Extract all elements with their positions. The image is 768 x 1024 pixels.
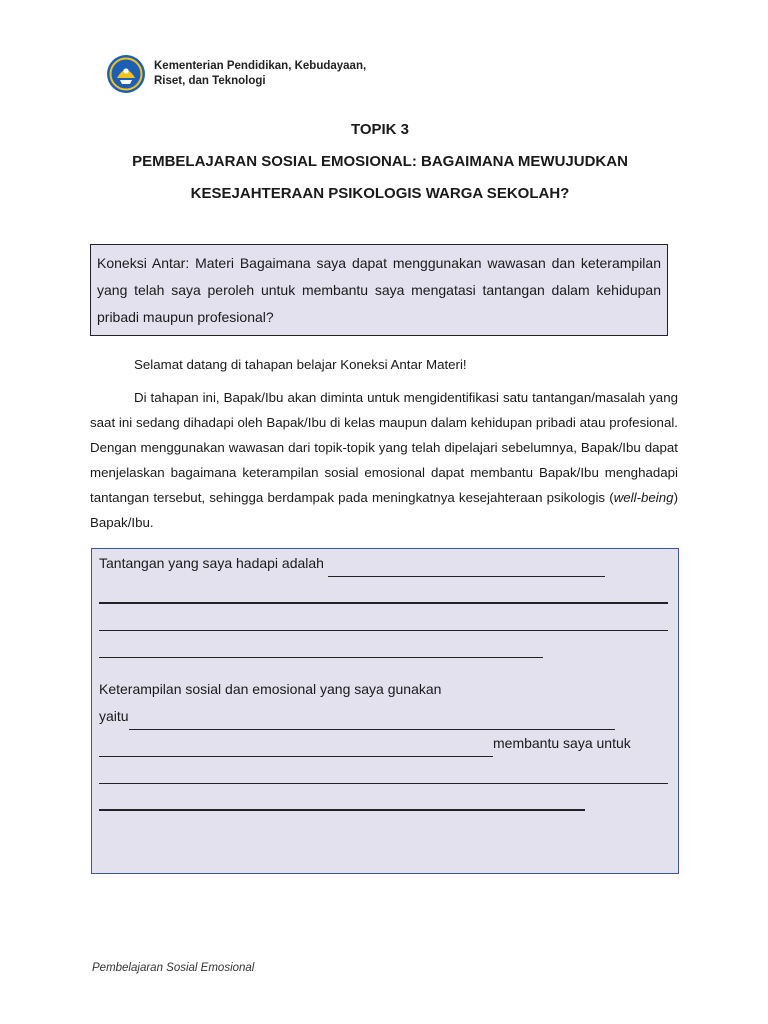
instruction-text: Di tahapan ini, Bapak/Ibu akan diminta untuk mengidentifikasi satu tantangan/masalah yang saat ini sedang dihadapi oleh Bapak/Ibu di kelas maupun dalam kehidupan pribadi atau profesional. Dengan menggunakan wawasan dari topik-topik yang telah dipelajari sebelumnya, Bapak/Ibu dapat menjelaskan bagaimana keterampilan sosial emosional dapat membantu Bapak/Ibu menghadapi tantangan tersebut, sehingga berdampak pada meningkatnya kesejahteraan psikologis (	[90, 390, 678, 505]
challenge-answer-blank[interactable]	[328, 558, 605, 577]
ministry-line-2: Riset, dan Teknologi	[154, 75, 266, 87]
instruction-paragraph	[90, 385, 678, 535]
challenge-label: Tantangan yang saya hadapi adalah	[99, 555, 324, 571]
page-title	[80, 120, 680, 210]
yaitu-label: yaitu	[99, 708, 129, 724]
purpose-answer-line[interactable]	[99, 765, 668, 784]
answer-line-row	[99, 757, 668, 784]
topic-number: TOPIK 3	[350, 121, 410, 138]
title-line-2: KESEJAHTERAAN PSIKOLOGIS WARGA SEKOLAH?	[190, 185, 570, 202]
purpose-answer-line[interactable]	[99, 791, 585, 811]
yaitu-row	[99, 703, 668, 730]
answer-line-row	[99, 577, 668, 604]
helps-row	[99, 730, 668, 757]
page-footer: Pembelajaran Sosial Emosional	[92, 962, 255, 974]
spacer	[99, 658, 668, 676]
tut-wuri-handayani-logo-icon	[106, 54, 146, 94]
skills-label: Keterampilan sosial dan emosional yang saya gunakan	[99, 681, 442, 697]
challenge-answer-line[interactable]	[99, 612, 668, 631]
helps-label: membantu saya untuk	[493, 735, 631, 751]
skills-answer-line[interactable]	[99, 738, 493, 757]
welcome-paragraph: Selamat datang di tahapan belajar Koneksi Antar Materi!	[134, 357, 467, 372]
answer-line-row	[99, 784, 668, 811]
answer-line-row	[99, 604, 668, 631]
wellbeing-term: well-being	[613, 490, 674, 505]
header	[106, 54, 366, 94]
instructions	[90, 352, 678, 535]
ministry-line-1: Kementerian Pendidikan, Kebudayaan,	[154, 60, 367, 72]
title-line-1: PEMBELAJARAN SOSIAL EMOSIONAL: BAGAIMANA MEWUJUDKAN	[132, 153, 628, 170]
ministry-name	[154, 59, 366, 89]
challenge-row	[99, 550, 668, 577]
answer-line-row	[99, 631, 668, 658]
challenge-answer-line[interactable]	[99, 639, 543, 658]
instruction-text-end: ) Bapak/Ibu.	[90, 490, 678, 530]
skills-row	[99, 676, 668, 703]
guiding-question-box: Koneksi Antar: Materi Bagaimana saya dapat menggunakan wawasan dan keterampilan yang telah saya peroleh untuk membantu saya mengatasi tantangan dalam kehidupan pribadi maupun profesional?	[90, 244, 668, 336]
challenge-answer-line[interactable]	[99, 584, 668, 604]
answer-worksheet	[91, 548, 679, 874]
skills-answer-blank[interactable]	[129, 711, 615, 730]
